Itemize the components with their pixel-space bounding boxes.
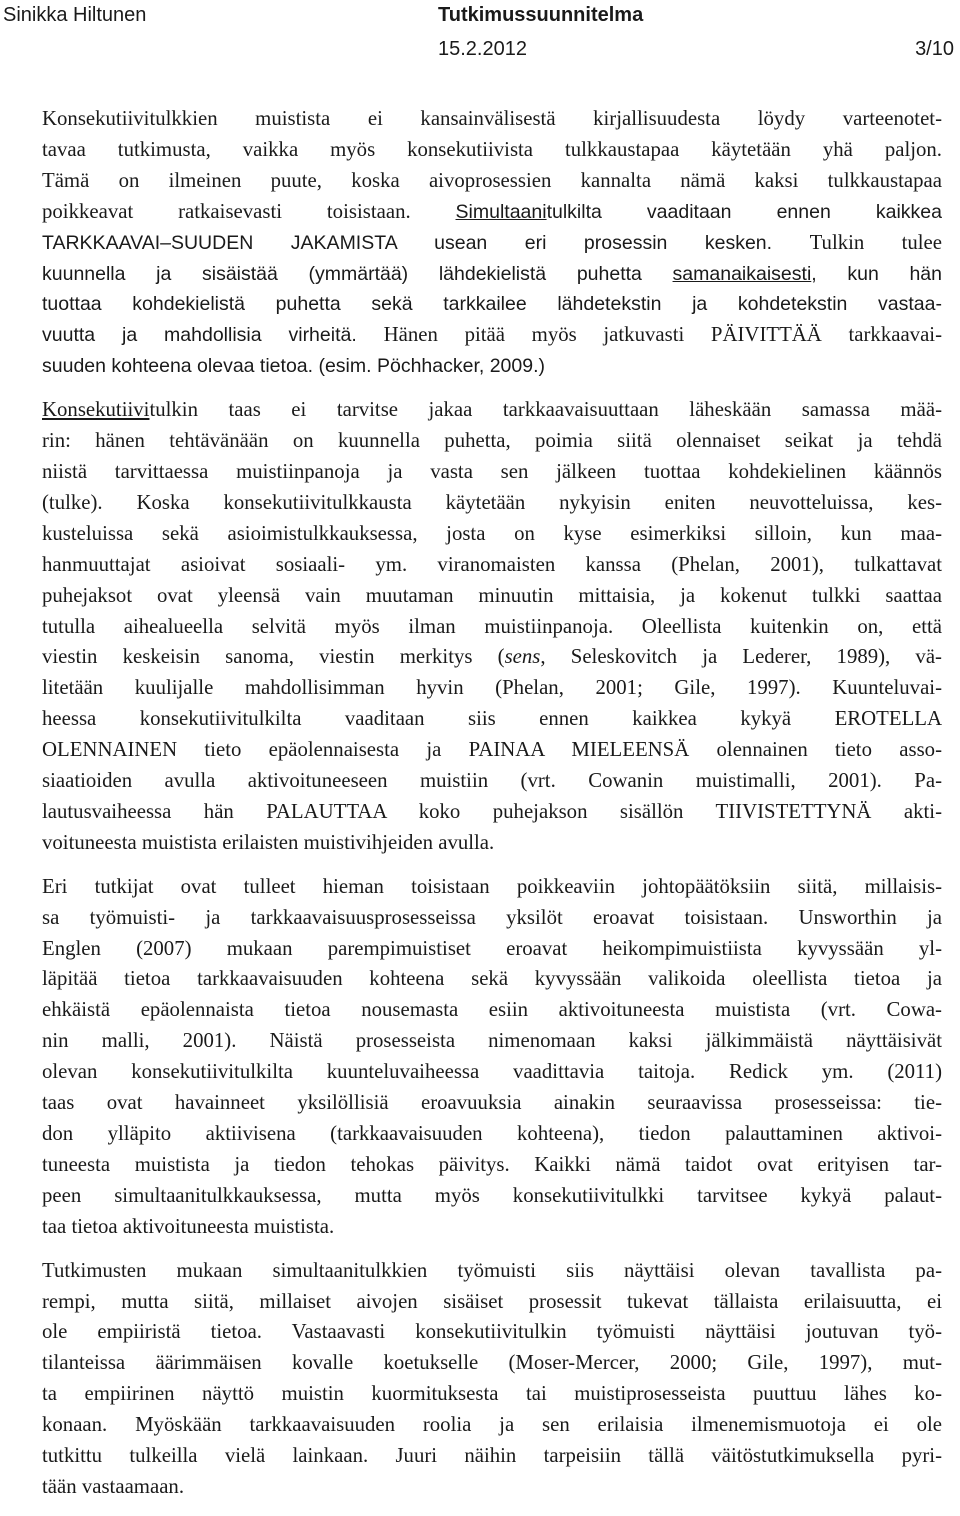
text-line: [42, 995, 942, 1026]
text-run: läpitää tietoa tarkkaavaisuuden kohteena sekä kyvyssään valikoida oleellista tietoa ja: [42, 967, 942, 991]
text-run: tuottaa kohdekielistä puhetta sekä tarkkailee lähdetekstin ja kohdetekstin vastaa-: [42, 293, 942, 316]
text-line: [42, 519, 942, 550]
text-line: [42, 1026, 942, 1057]
text-run: kusteluissa sekä asioimistulkkauksessa, josta on kyse esimerkiksi silloin, kun maa-: [42, 521, 942, 545]
text-run: , Seleskovitch ja Lederer, 1989), vä-: [540, 645, 942, 669]
text-line: [42, 735, 942, 766]
text-run: Hänen pitää myös jatkuvasti PÄIVITTÄÄ tarkkaavai-: [383, 323, 943, 347]
text-run: nin malli, 2001). Näistä prosesseista nimenomaan kaksi jälkimmäistä näyttäisivät: [42, 1029, 942, 1053]
text-line: [42, 1150, 942, 1181]
text-run: taa tietoa aktivoituneesta muistista.: [42, 1214, 335, 1238]
text-line: [42, 1088, 942, 1119]
text-line: [42, 197, 942, 228]
text-run: siaatioiden avulla aktivoituneeseen muistiin (vrt. Cowanin muistimalli, 2001). Pa-: [42, 769, 942, 793]
text-run: voituneesta muistista erilaisten muistivihjeiden avulla.: [42, 830, 495, 854]
text-line: [42, 903, 942, 934]
text-run: tavaa tutkimusta, vaikka myös konsekutiivista tulkkaustapaa käytetään yhä paljon.: [42, 137, 942, 161]
paragraph: [42, 872, 942, 1243]
text-line: [42, 351, 942, 382]
text-run: sens: [504, 645, 541, 669]
text-line: [42, 934, 942, 965]
text-line: [42, 135, 942, 166]
text-run: tulkin taas ei tarvitse jakaa tarkkaavaisuuttaan läheskään samassa mää-: [149, 398, 942, 422]
text-line: [42, 1057, 942, 1088]
text-line: [42, 488, 942, 519]
header-page-number: 3/10: [915, 38, 954, 60]
text-run: Tutkimusten mukaan simultaanitulkkien työmuisti siis näyttäisi olevan tavallista pa-: [42, 1258, 942, 1282]
text-run: tuneesta muistista ja tiedon tehokas päivitys. Kaikki nämä taidot ovat erityisen tar-: [42, 1152, 942, 1176]
text-run: vuutta ja mahdollisia virheitä.: [42, 324, 384, 347]
text-line: [42, 320, 942, 351]
text-run: TARKKAAVAI–SUUDEN JAKAMISTA usean eri prosessin kesken.: [42, 231, 810, 254]
text-line: [42, 1317, 942, 1348]
text-line: [42, 964, 942, 995]
text-run: poikkeavat ratkaisevasti toisistaan.: [42, 199, 456, 223]
text-run: rin: hänen tehtävänään on kuunnella puhetta, poimia siitä olennaiset seikat ja tehdä: [42, 429, 942, 453]
text-line: [42, 704, 942, 735]
text-line: [42, 1287, 942, 1318]
text-line: [42, 612, 942, 643]
text-run: litetään kuulijalle mahdollisimman hyvin (Phelan, 2001; Gile, 1997). Kuunteluvai-: [42, 676, 942, 700]
text-run: peen simultaanitulkkauksessa, mutta myös konsekutiivitulkki tarvitsee kykyä palaut-: [42, 1183, 942, 1207]
text-run: niistä tarvittaessa muistiinpanoja ja vasta sen jälkeen tuottaa kohdekielinen käännös: [42, 459, 942, 483]
text-run: taas ovat havainneet yksilöllisiä eroavuuksia ainakin seuraavissa prosesseissa: tie-: [42, 1091, 942, 1115]
text-run: tilanteissa äärimmäisen kovalle koetukselle (Moser-Mercer, 2000; Gile, 1997), mut-: [42, 1351, 942, 1375]
text-run: OLENNAINEN tieto epäolennaisesta ja PAINAA MIELEENSÄ olennainen tieto asso-: [42, 738, 942, 762]
text-run: (tulke). Koska konsekutiivitulkkausta käytetään nykyisin eniten neuvotteluissa, kes-: [42, 490, 942, 514]
text-line: [42, 259, 942, 290]
text-run: tutkittu tulkeilla vielä lainkaan. Juuri näihin tarpeisiin tällä väitöstutkimuksella pyri-: [42, 1444, 942, 1468]
text-line: [42, 1119, 942, 1150]
text-line: [42, 1181, 942, 1212]
text-run: ehkäistä epäolennaista tietoa nousemasta esiin aktivoituneesta muistista (vrt. Cowa-: [42, 998, 942, 1022]
text-line: [42, 426, 942, 457]
text-run: , kun hän: [811, 262, 942, 285]
text-run: Konsekutiivi: [42, 398, 150, 422]
text-run: ole empiiristä tietoa. Vastaavasti konsekutiivitulkin työmuisti näyttäisi joutuvan työ-: [42, 1320, 942, 1344]
text-run: samanaikaisesti: [672, 262, 812, 285]
text-run: tulkilta vaaditaan ennen kaikkea: [546, 200, 942, 223]
text-run: tutulla aihealueella selvitä myös ilman muistiinpanoja. Oleellista kuitenkin on, että: [42, 614, 942, 638]
text-line: [42, 581, 942, 612]
header-author: Sinikka Hiltunen: [3, 4, 147, 26]
text-run: tään vastaamaan.: [42, 1474, 185, 1498]
text-line: [42, 1379, 942, 1410]
text-line: [42, 104, 942, 135]
text-line: [42, 166, 942, 197]
text-run: Simultaani: [455, 200, 547, 223]
text-line: [42, 1472, 942, 1503]
text-run: don ylläpito aktiivisena (tarkkaavaisuuden kohteena), tiedon palauttaminen aktivoi-: [42, 1122, 942, 1145]
header-title: Tutkimussuunnitelma: [438, 4, 644, 26]
text-run: lautusvaiheessa hän PALAUTTAA koko puhejakson sisällön TIIVISTETTYNÄ akti-: [42, 799, 942, 823]
text-line: [42, 797, 942, 828]
text-run: heessa konsekutiivitulkilta vaaditaan siis ennen kaikkea kykyä EROTELLA: [42, 707, 942, 731]
text-run: kuunnella ja sisäistää (ymmärtää) lähdekielistä puhetta: [42, 262, 673, 285]
text-run: Tulkin tulee: [809, 230, 942, 254]
text-line: [42, 642, 942, 673]
text-run: Tämä on ilmeinen puute, koska aivoprosessien kannalta nämä kaksi tulkkaustapaa: [42, 168, 942, 192]
paragraph: [42, 395, 942, 859]
paragraph: [42, 104, 942, 382]
page-header: [0, 0, 960, 70]
text-run: konaan. Myöskään tarkkaavaisuuden roolia ja sen erilaisia ilmenemismuotoja ei ole: [42, 1413, 942, 1437]
text-run: viestin keskeisin sanoma, viestin merkitys (: [42, 645, 505, 669]
text-line: [42, 828, 942, 859]
text-line: [42, 673, 942, 704]
text-run: rempi, mutta siitä, millaiset aivojen sisäiset prosessit tukevat tällaista erilaisuutta, ei: [42, 1289, 942, 1313]
text-line: [42, 395, 942, 426]
text-line: [42, 457, 942, 488]
text-line: [42, 1441, 942, 1472]
text-run: Englen (2007) mukaan parempimuistiset eroavat heikompimuistiista kyvyssään yl-: [42, 936, 942, 960]
paragraph: [42, 1256, 942, 1503]
header-date: 15.2.2012: [438, 38, 527, 60]
text-line: [42, 228, 942, 259]
text-line: [42, 289, 942, 320]
text-line: [42, 550, 942, 581]
document-body: [42, 104, 942, 1516]
text-run: ta empiirinen näyttö muistin kuormituksesta tai muistiprosesseista puuttuu lähes ko-: [42, 1382, 942, 1406]
text-line: [42, 872, 942, 903]
text-line: [42, 766, 942, 797]
text-line: [42, 1256, 942, 1287]
text-run: olevan konsekutiivitulkilta kuunteluvaiheessa vaadittavia taitoja. Redick ym. (2011): [42, 1060, 942, 1084]
text-run: sa työmuisti- ja tarkkaavaisuusprosesseissa yksilöt eroavat toisistaan. Unsworthin ja: [42, 905, 942, 929]
text-run: puhejaksot ovat yleensä vain muutaman minuutin mittaisia, ja kokenut tulkki saattaa: [42, 583, 942, 607]
text-line: [42, 1212, 942, 1243]
text-run: hanmuuttajat asioivat sosiaali- ym. viranomaisten kanssa (Phelan, 2001), tulkattavat: [42, 552, 942, 576]
text-run: Konsekutiivitulkkien muistista ei kansainvälisestä kirjallisuudesta löydy varteenotet-: [42, 107, 942, 130]
text-line: [42, 1348, 942, 1379]
text-run: suuden kohteena olevaa tietoa. (esim. Pöchhacker, 2009.): [42, 355, 545, 378]
text-run: Eri tutkijat ovat tulleet hieman toisistaan poikkeaviin johtopäätöksiin siitä, millaisis-: [42, 874, 942, 898]
text-line: [42, 1410, 942, 1441]
